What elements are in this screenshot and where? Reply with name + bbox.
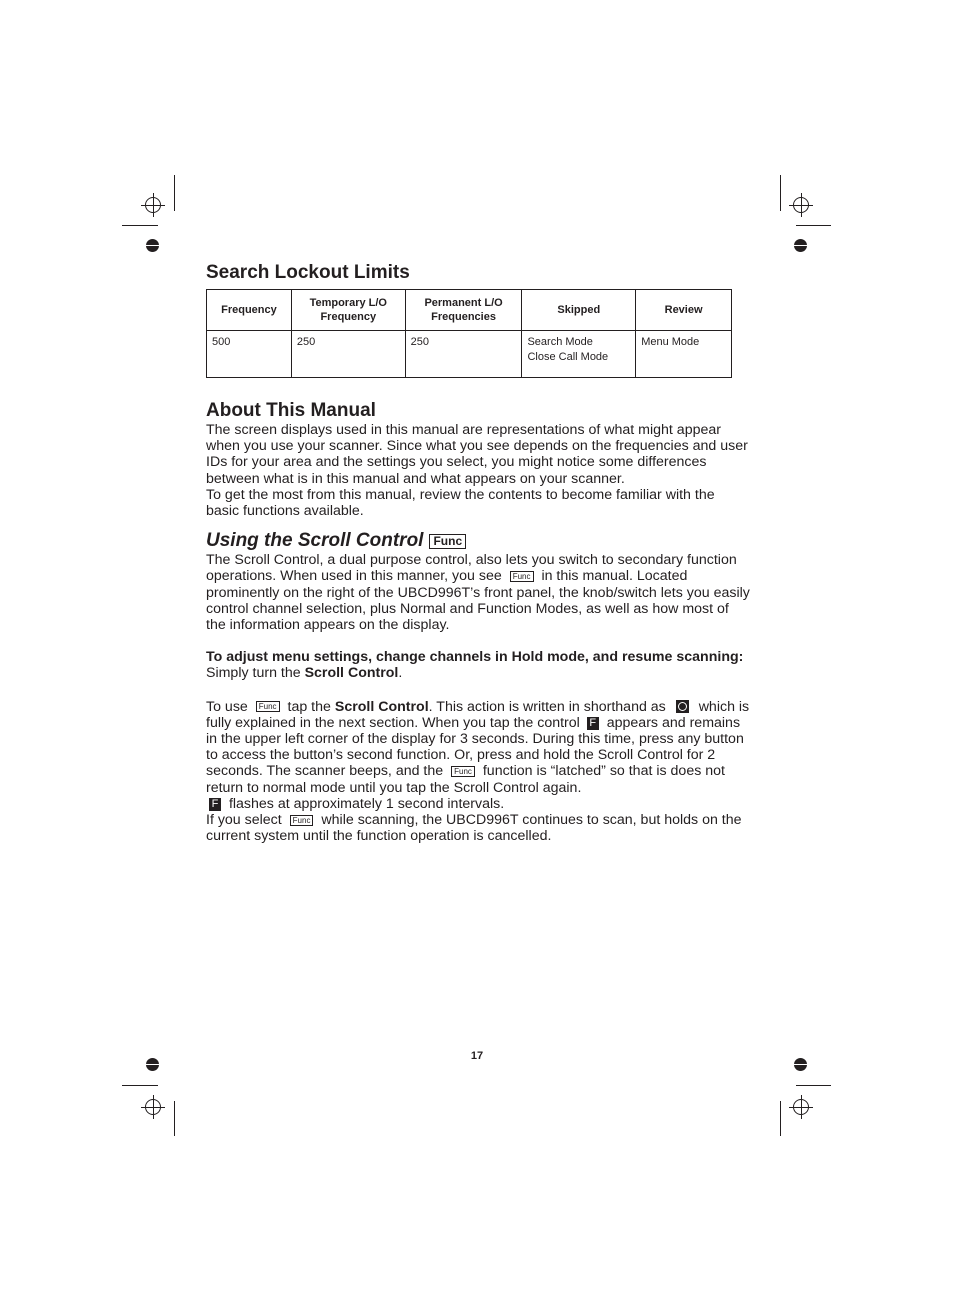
cell-line: Search Mode xyxy=(527,336,593,348)
table-header: Frequency xyxy=(207,290,292,331)
text-run: . This action is written in shorthand as xyxy=(428,698,666,715)
scroll-title xyxy=(206,530,751,552)
text-run: tap the xyxy=(287,698,331,715)
func-key-icon: Func xyxy=(510,571,534,582)
table-header: Permanent L/O Frequencies xyxy=(405,290,522,331)
crop-mark xyxy=(796,1085,831,1086)
table-header: Review xyxy=(636,290,732,331)
text-run: function is “latched” so that is does not return to normal mode until you tap the Scroll Control again. xyxy=(206,763,725,796)
function-f-icon: F xyxy=(587,717,599,730)
scroll-knob-icon xyxy=(676,700,689,713)
text-run: which is fully explained in the next section. When you tap the control xyxy=(206,698,750,731)
scroll-paragraph xyxy=(206,699,751,812)
text-run-bold: Scroll Control xyxy=(334,698,429,715)
crop-mark xyxy=(174,1101,175,1136)
crop-mark xyxy=(174,175,175,211)
crop-mark xyxy=(122,225,158,226)
table-cell: 250 xyxy=(405,331,522,378)
about-paragraph: To get the most from this manual, review the contents to become familiar with the basic functions available. xyxy=(206,486,715,520)
table-row xyxy=(207,331,732,378)
text-run: To use xyxy=(206,698,248,715)
registration-dot-icon xyxy=(794,239,807,252)
cell-line: Close Call Mode xyxy=(527,350,609,363)
text-run: appears and remains in the upper left corner of the display for 3 seconds. During this time, press any button to access the button’s second function. Or, press and hold the Scroll Control for 2 seconds. The scanner beeps, and the xyxy=(206,714,744,780)
scroll-paragraph xyxy=(206,812,751,844)
table-cell: 500 xyxy=(207,331,292,378)
crop-mark xyxy=(780,175,781,211)
page-number: 17 xyxy=(470,1050,484,1062)
scroll-paragraph xyxy=(206,649,751,681)
table-header-row xyxy=(207,290,732,331)
registration-mark-icon xyxy=(793,1099,809,1115)
about-title: About This Manual xyxy=(206,400,376,421)
text-run: flashes at approximately 1 second intervals. xyxy=(228,795,505,812)
func-key-icon: Func xyxy=(290,815,314,826)
text-run-bold: To adjust menu settings, change channels in Hold mode, and resume scanning: xyxy=(206,649,744,666)
table-cell: Menu Mode xyxy=(636,331,732,378)
lockout-title: Search Lockout Limits xyxy=(206,262,410,283)
page-content xyxy=(206,262,751,844)
scroll-title-text: Using the Scroll Control xyxy=(206,530,424,552)
registration-dot-icon xyxy=(146,239,159,252)
scroll-paragraph xyxy=(206,552,751,633)
text-run: Simply turn the xyxy=(206,665,305,682)
text-run: in this manual. Located prominently on the right of the UBCD996T’s front panel, the knob/switch lets you easily control channel selection, plus Normal and Function Modes, as well as how most of the information appears on the display. xyxy=(206,568,750,634)
registration-mark-icon xyxy=(145,197,161,213)
text-run: If you select xyxy=(206,812,282,829)
table-header: Temporary L/O Frequency xyxy=(291,290,405,331)
table-cell: 250 xyxy=(291,331,405,378)
crop-mark xyxy=(796,225,831,226)
about-paragraph: The screen displays used in this manual are representations of what might appear when you use your scanner. Since what you see depends on the frequencies and user IDs for your area and the settings you select, you might notice some differences between what is in this manual and what appears on your scanner. xyxy=(206,422,748,487)
crop-mark xyxy=(122,1085,158,1086)
func-key-icon: Func xyxy=(451,766,475,777)
func-key-icon: Func xyxy=(429,534,466,549)
lockout-table xyxy=(206,289,732,378)
text-run: while scanning, the UBCD996T continues to scan, but holds on the current system until the function operation is cancelled. xyxy=(206,812,742,845)
table-header: Skipped xyxy=(522,290,636,331)
crop-mark xyxy=(780,1101,781,1136)
table-cell xyxy=(522,331,636,378)
registration-mark-icon xyxy=(145,1099,161,1115)
registration-mark-icon xyxy=(793,197,809,213)
text-run: The Scroll Control, a dual purpose control, also lets you switch to secondary function operations. When used in this manner, you see xyxy=(206,552,737,585)
func-key-icon: Func xyxy=(256,701,280,712)
text-run: . xyxy=(398,665,403,682)
text-run-bold: Scroll Control xyxy=(304,665,399,682)
function-f-icon: F xyxy=(209,798,221,811)
